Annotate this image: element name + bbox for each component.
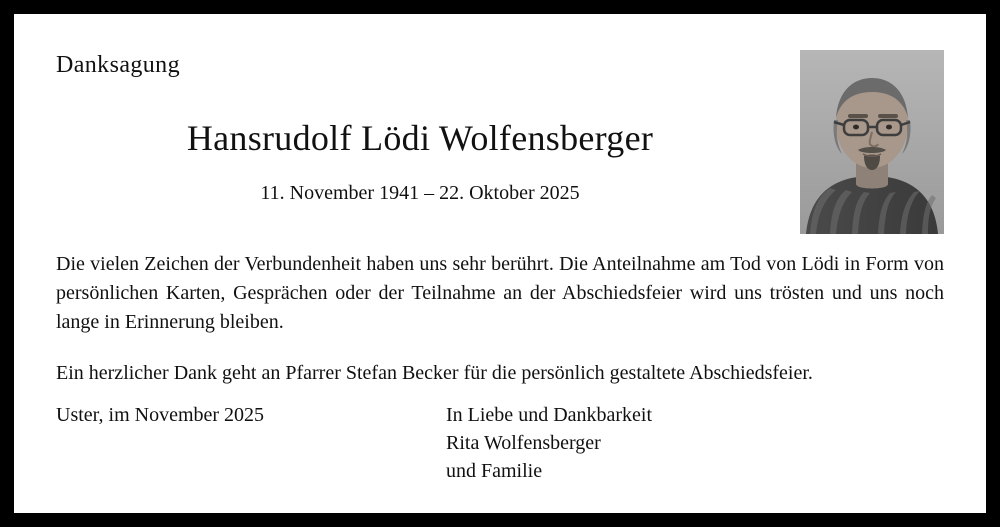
body-paragraph-1: Die vielen Zeichen der Verbundenheit haben uns sehr berührt. Die Anteilnahme am Tod von Lödi in Form von persönlichen Karten, Gesprächen oder der Teilnahme an der Abschiedsfeier wird uns trösten und uns noch lange in Erinnerung bleiben. bbox=[56, 253, 944, 333]
signature-line-1: In Liebe und Dankbarkeit bbox=[446, 404, 653, 426]
life-dates: 11. November 1941 – 22. Oktober 2025 bbox=[260, 182, 580, 204]
notice-kicker: Danksagung bbox=[56, 52, 180, 78]
body-paragraph-2: Ein herzlicher Dank geht an Pfarrer Stefan Becker für die persönlich gestaltete Abschiedsfeier. bbox=[56, 362, 813, 384]
deceased-name: Hansrudolf Lödi Wolfensberger bbox=[186, 118, 654, 158]
signature-line-2: Rita Wolfensberger bbox=[446, 432, 601, 454]
signature-block bbox=[446, 401, 652, 485]
notice-footer bbox=[56, 401, 944, 485]
notice-body bbox=[56, 250, 944, 388]
notice-inner bbox=[14, 14, 986, 513]
place-and-date: Uster, im November 2025 bbox=[56, 404, 265, 426]
signature-line-3: und Familie bbox=[446, 460, 543, 482]
